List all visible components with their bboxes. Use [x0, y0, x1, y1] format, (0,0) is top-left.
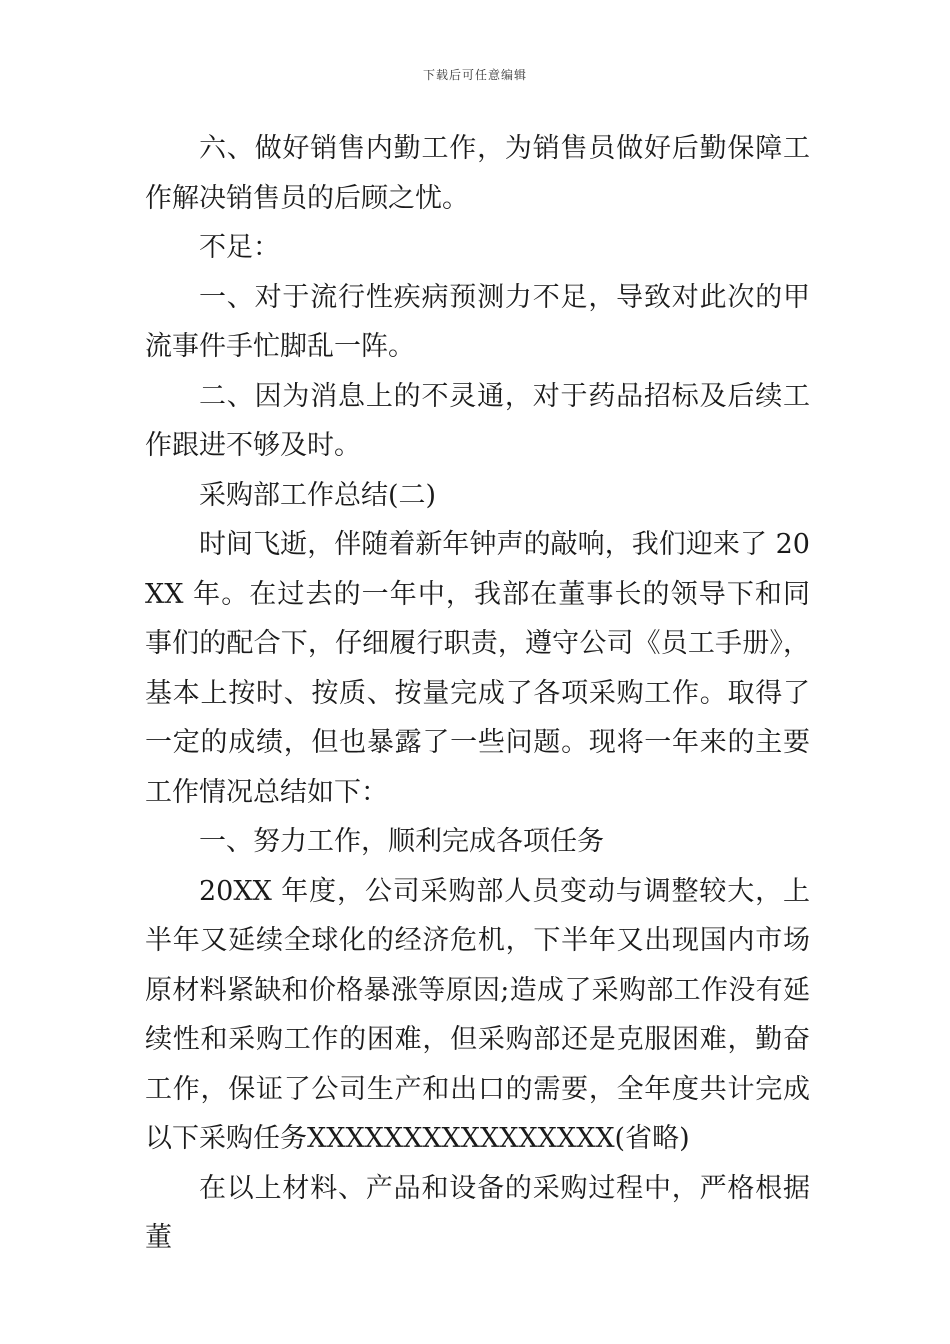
paragraph-annual-work: 20XX 年度，公司采购部人员变动与调整较大，上半年又延续全球化的经济危机，下半年又出现国内市场原材料紧缺和价格暴涨等原因;造成了采购部工作没有延续性和采购工作的困难，但采购部还是克服困难，勤奋工作，保证了公司生产和出口的需要，全年度共计完成以下采购任务XXXXXXXXXXXXXXXX(省略)	[145, 875, 810, 1154]
paragraph-shortcoming-two: 二、因为消息上的不灵通，对于药品招标及后续工作跟进不够及时。	[145, 380, 810, 461]
document-body	[145, 124, 810, 1263]
paragraph-shortcoming-one: 一、对于流行性疾病预测力不足，导致对此次的甲流事件手忙脚乱一阵。	[145, 281, 810, 362]
section-title: 采购部工作总结(二)	[199, 479, 437, 511]
paragraph-procurement-process: 在以上材料、产品和设备的采购过程中，严格根据董	[145, 1172, 810, 1253]
paragraph-shortcomings-heading: 不足：	[199, 232, 280, 263]
paragraph-sales-support: 六、做好销售内勤工作，为销售员做好后勤保障工作解决销售员的后顾之忧。	[145, 133, 810, 214]
page-header: 下载后可任意编辑	[422, 68, 527, 82]
paragraph-introduction: 时间飞逝，伴随着新年钟声的敲响，我们迎来了 20XX 年。在过去的一年中，我部在董事长的领导下和同事们的配合下，仔细履行职责，遵守公司《员工手册》，基本上按时、按质、按量完成了各项采购工作。取得了一定的成绩，但也暴露了一些问题。现将一年来的主要工作情况总结如下：	[145, 529, 810, 808]
subsection-heading: 一、努力工作，顺利完成各项任务	[199, 826, 604, 857]
